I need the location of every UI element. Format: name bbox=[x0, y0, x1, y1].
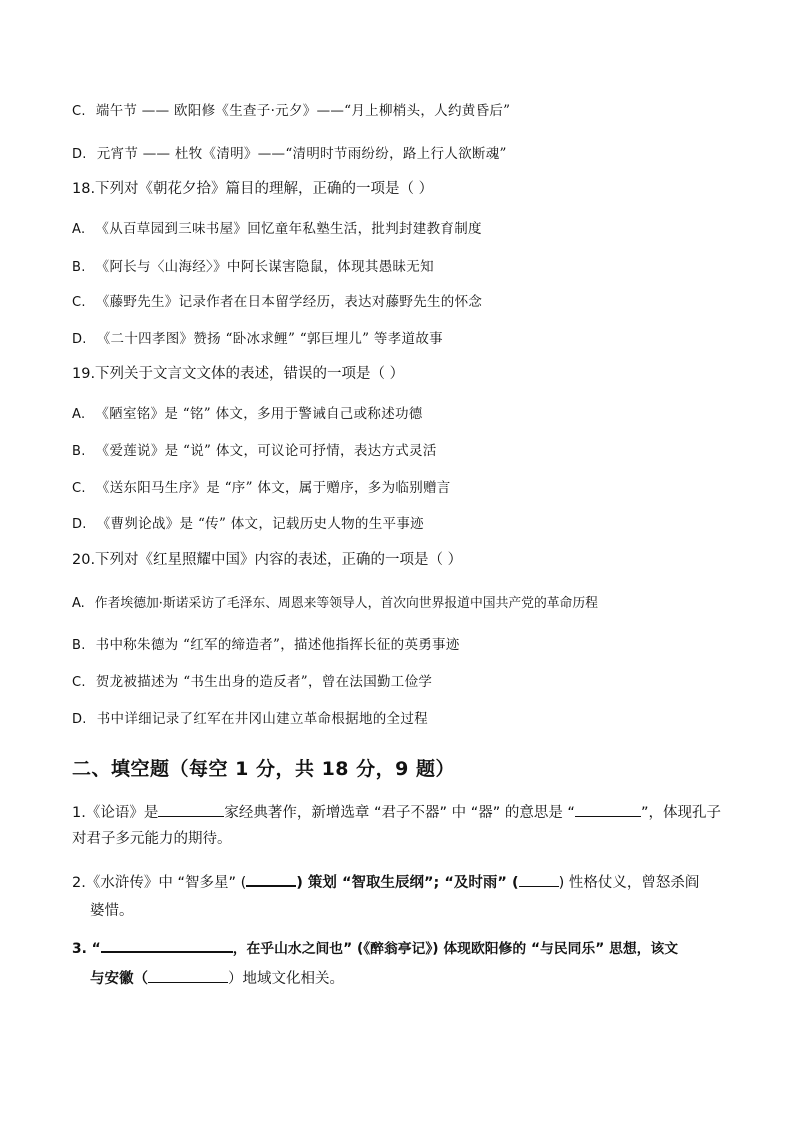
answer-blank[interactable] bbox=[148, 968, 228, 983]
q19-option-c bbox=[72, 476, 451, 496]
option-letter: C. bbox=[72, 675, 86, 690]
fill-question-2 bbox=[72, 870, 699, 896]
q18-option-a bbox=[72, 217, 482, 237]
text-segment: ) 策划 “智取生辰纲”; “及时雨” ( bbox=[296, 875, 519, 891]
option-text: 《曹刿论战》是 “传” 体文，记载历史人物的生平事迹 bbox=[96, 516, 424, 532]
option-letter: B. bbox=[72, 444, 86, 459]
fill-question-1 bbox=[72, 800, 721, 826]
text-segment: ）地域文化相关。 bbox=[228, 971, 344, 987]
q18-option-d bbox=[72, 327, 443, 347]
option-text: 贺龙被描述为 “书生出身的造反者”，曾在法国勤工俭学 bbox=[95, 674, 433, 690]
option-letter: C. bbox=[72, 481, 86, 496]
text-segment: 家经典著作，新增选章 “君子不器” 中 “器” 的意思是 “ bbox=[224, 805, 575, 821]
option-letter: C. bbox=[72, 104, 86, 119]
text-segment: ，在乎山水之间也” (《醉翁亭记》) 体现欧阳修的 “与民同乐” 思想，该文 bbox=[232, 941, 679, 957]
q19-stem: 19.下列关于文言文文体的表述，错误的一项是（ ） bbox=[72, 366, 405, 382]
option-text: 《藤野先生》记录作者在日本留学经历，表达对藤野先生的怀念 bbox=[95, 294, 483, 310]
option-text: 《二十四孝图》赞扬 “卧冰求鲤” “郭巨埋儿” 等孝道故事 bbox=[96, 331, 443, 347]
option-letter: D. bbox=[72, 517, 87, 532]
text-segment: ”，体现孔子 bbox=[640, 805, 721, 821]
fill-question-3-line2 bbox=[90, 966, 344, 992]
option-letter: C. bbox=[72, 295, 86, 310]
text-segment: 1.《论语》是 bbox=[72, 805, 159, 821]
q20-option-c bbox=[72, 670, 432, 690]
q17-option-d bbox=[72, 142, 507, 162]
option-letter: A. bbox=[72, 596, 85, 611]
q17-option-c bbox=[72, 99, 510, 119]
option-text: 《陋室铭》是 “铭” 体文，多用于警诫自己或称述功德 bbox=[95, 406, 423, 422]
option-text: 端午节 —— 欧阳修《生查子·元夕》——“月上柳梢头，人约黄昏后” bbox=[95, 103, 511, 119]
answer-blank[interactable] bbox=[246, 871, 296, 887]
option-text: 作者埃德加·斯诺采访了毛泽东、周恩来等领导人，首次向世界报道中国共产党的革命历程 bbox=[94, 596, 598, 611]
q20-option-d bbox=[72, 707, 428, 727]
answer-blank[interactable] bbox=[575, 802, 641, 817]
q19-option-b bbox=[72, 439, 437, 459]
option-letter: D. bbox=[72, 147, 87, 162]
q18-stem: 18.下列对《朝花夕拾》篇目的理解，正确的一项是（ ） bbox=[72, 181, 434, 197]
option-text: 《送东阳马生序》是 “序” 体文，属于赠序，多为临别赠言 bbox=[95, 480, 451, 496]
answer-blank[interactable] bbox=[158, 802, 224, 817]
q18-option-c bbox=[72, 290, 482, 310]
section-title: 二、填空题（每空 1 分，共 18 分，9 题） bbox=[72, 758, 455, 780]
option-letter: A. bbox=[72, 407, 86, 422]
option-letter: A. bbox=[72, 222, 86, 237]
option-letter: B. bbox=[72, 260, 86, 275]
q20-option-a bbox=[72, 592, 598, 611]
q20-option-b bbox=[72, 633, 460, 653]
option-text: 书中详细记录了红军在井冈山建立革命根据地的全过程 bbox=[96, 711, 428, 727]
q19-option-d bbox=[72, 512, 424, 532]
text-segment: 3. “ bbox=[72, 941, 101, 957]
answer-blank[interactable] bbox=[101, 937, 233, 953]
option-text: 《阿长与〈山海经〉》中阿长谋害隐鼠，体现其愚昧无知 bbox=[95, 259, 434, 275]
fill-question-2-line2: 婆惜。 bbox=[90, 903, 134, 919]
q19-option-a bbox=[72, 402, 423, 422]
option-text: 《从百草园到三味书屋》回忆童年私塾生活，批判封建教育制度 bbox=[95, 221, 482, 237]
answer-blank[interactable] bbox=[519, 872, 559, 887]
option-letter: B. bbox=[72, 638, 86, 653]
option-text: 书中称朱德为 “红军的缔造者”，描述他指挥长征的英勇事迹 bbox=[95, 637, 460, 653]
text-segment: 与安徽（ bbox=[90, 971, 148, 987]
fill-question-3 bbox=[72, 936, 678, 962]
fill-question-1-line2: 对君子多元能力的期待。 bbox=[72, 831, 232, 847]
option-text: 《爱莲说》是 “说” 体文，可议论可抒情，表达方式灵活 bbox=[95, 443, 437, 459]
text-segment: ) 性格仗义，曾怒杀阎 bbox=[558, 875, 700, 891]
q20-stem: 20.下列对《红星照耀中国》内容的表述，正确的一项是（ ） bbox=[72, 552, 463, 568]
text-segment: 2.《水浒传》中 “智多星” ( bbox=[72, 875, 247, 891]
option-letter: D. bbox=[72, 712, 87, 727]
q18-option-b bbox=[72, 255, 434, 275]
option-letter: D. bbox=[72, 332, 87, 347]
option-text: 元宵节 —— 杜牧《清明》——“清明时节雨纷纷，路上行人欲断魂” bbox=[96, 146, 507, 162]
